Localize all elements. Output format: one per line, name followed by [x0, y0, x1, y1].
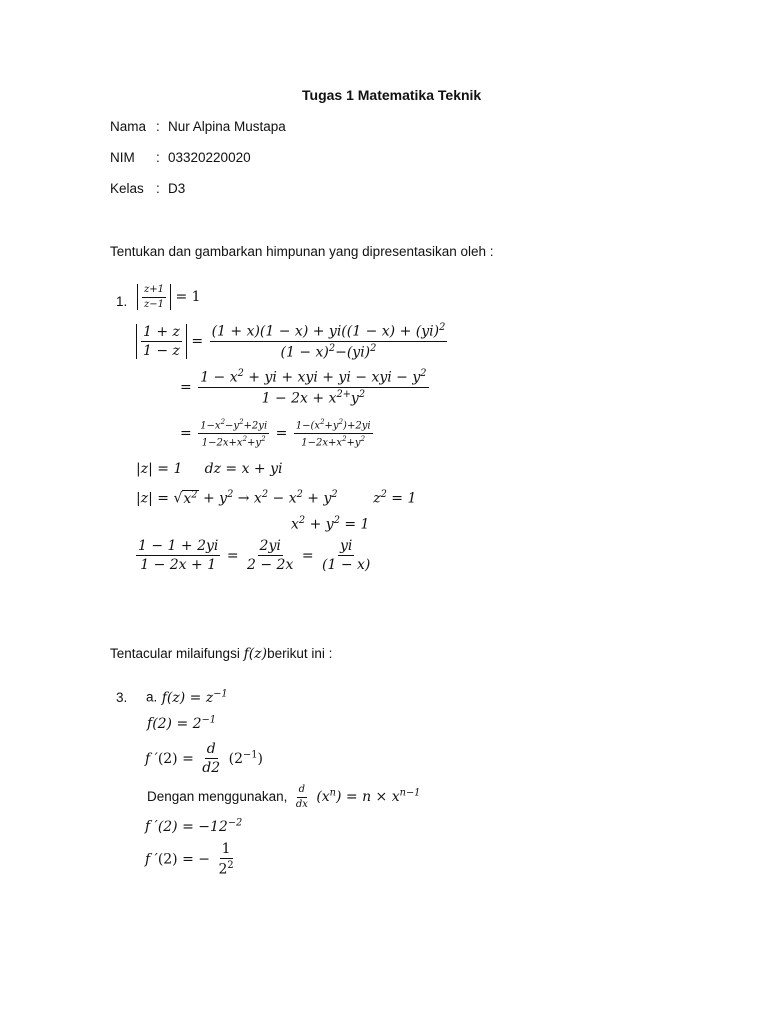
equation-3a-statement: a. $f(z) = z^{-1}$	[146, 688, 228, 706]
instruction-2-prefix: Tentacular milaifungsi	[110, 646, 240, 661]
problem-number-1: 1.	[116, 294, 128, 309]
equation-1-step-3: = $\frac{1-x^2-y^2+2yi}{1-2x+x^2+y^2}$ = $\frac{1-(x^2+y^2)+2yi}{1-2x+x^2+y^2}$	[180, 418, 371, 449]
info-value-kelas: D3	[168, 181, 186, 196]
info-label-kelas: Kelas	[110, 181, 144, 196]
page-title: Tugas 1 Matematika Teknik	[302, 87, 482, 103]
equation-3a-step-5: f ′(2) = − $\frac{1}{2^2}$	[145, 841, 234, 878]
problem-part-a: a.	[146, 689, 158, 705]
info-value-nama: Nur Alpina Mustapa	[168, 119, 286, 134]
info-label-nama: Nama	[110, 119, 147, 134]
equation-3a-step-4: f $'(2) = -12^{-2}$	[145, 817, 243, 835]
info-colon: :	[156, 119, 160, 134]
equation-1-step-5: $|z| = √x^2 + y^2 \to x^2 - x^2 + y^2$ $z^2 = 1$	[136, 489, 417, 507]
instruction-2	[110, 646, 332, 662]
equation-3a-step-1: $f(2) = 2^{-1}$	[147, 714, 217, 732]
equation-1-step-2: = $\frac{1 - x^2 + yi + xyi + yi - xyi - y^2}{1 - 2x + x^{2+}y^2}$	[180, 368, 427, 407]
equation-3a-step-3: Dengan menggunakan, $\frac{d}{dx}$ $(x^n) = n \times x^{n-1}$	[147, 784, 421, 810]
instruction-2-suffix: berikut ini :	[267, 646, 333, 661]
equation-1-step-6: $x^2 + y^2 = 1$	[291, 515, 370, 533]
info-colon: :	[156, 181, 160, 196]
info-value-nim: 03320220020	[168, 150, 251, 165]
problem-number-3: 3.	[116, 690, 128, 705]
equation-1-statement: $\frac{z+1}{z-1}$ = 1	[137, 284, 201, 310]
instruction-1: Tentukan dan gambarkan himpunan yang dipresentasikan oleh :	[110, 244, 494, 259]
equation-1-step-1: $\frac{1 + z}{1 - z}$ = $\frac{(1 + x)(1 - x) + yi((1 - x) + (yi)^2}{(1 - x)^2-(yi)^2}$	[136, 322, 449, 361]
info-label-nim: NIM	[110, 150, 135, 165]
dengan-menggunakan-text: Dengan menggunakan,	[147, 789, 288, 805]
equation-3a-step-2: f ′(2) = $\frac{d}{d2}$ $(2^{-1})$	[145, 741, 263, 777]
info-colon: :	[156, 150, 160, 165]
equation-1-step-7: $\frac{1 - 1 + 2yi}{1 - 2x + 1}$ = $\frac{2yi}{2 - 2x}$ = $\frac{yi}{(1 - x)}$	[138, 538, 371, 574]
instruction-2-function: f(z)	[243, 646, 268, 662]
equation-1-step-4: |z| = 1 dz = x + yi	[136, 461, 283, 477]
